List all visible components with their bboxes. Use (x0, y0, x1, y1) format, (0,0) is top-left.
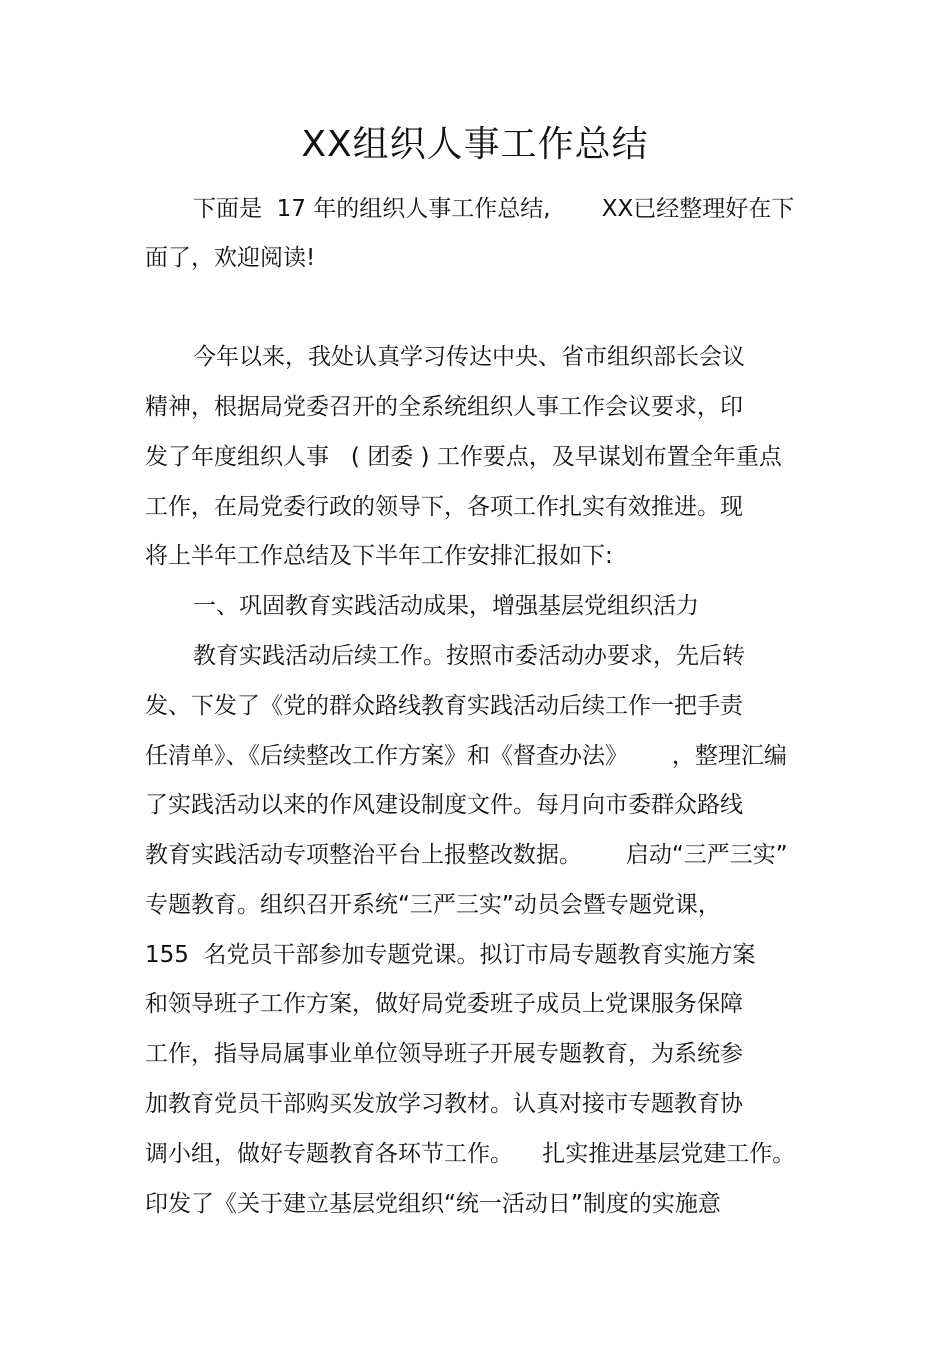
body-line: 调小组，做好专题教育各环节工作。 扎实推进基层党建工作。 (145, 1141, 796, 1167)
body-line: 和领导班子工作方案，做好局党委班子成员上党课服务保障 (145, 991, 743, 1017)
body-line: 了实践活动以来的作风建设制度文件。每月向市委群众路线 (145, 792, 743, 818)
body-line: 工作，在局党委行政的领导下，各项工作扎实有效推进。现 (145, 494, 743, 520)
page-title: XX组织人事工作总结 (301, 124, 649, 165)
body-line: 155 名党员干部参加专题党课。拟订市局专题教育实施方案 (145, 942, 756, 968)
body-line: 教育实践活动后续工作。按照市委活动办要求，先后转 (193, 643, 745, 669)
body-line: 教育实践活动专项整治平台上报整改数据。 启动“三严三实” (145, 842, 788, 868)
body-line: 专题教育。组织召开系统“三严三实”动员会暨专题党课， (145, 892, 721, 918)
body-line: 今年以来，我处认真学习传达中央、省市组织部长会议 (193, 344, 745, 370)
section-heading: 一、巩固教育实践活动成果，增强基层党组织活力 (193, 593, 699, 619)
body-line: 工作，指导局属事业单位领导班子开展专题教育，为系统参 (145, 1041, 743, 1067)
body-line: 任清单》、《后续整改工作方案》和《督查办法》 ，整理汇编 (145, 743, 787, 769)
body-line: 印发了《关于建立基层党组织“统一活动日”制度的实施意 (145, 1191, 721, 1217)
body-line: 加教育党员干部购买发放学习教材。认真对接市专题教育协 (145, 1091, 743, 1117)
body-line: 精神，根据局党委召开的全系统组织人事工作会议要求，印 (145, 394, 743, 420)
intro-line: 下面是 17 年的组织人事工作总结, XX已经整理好在下 (193, 196, 795, 222)
intro-line: 面了，欢迎阅读! (145, 245, 316, 271)
body-line: 发、下发了《党的群众路线教育实践活动后续工作一把手责 (145, 693, 743, 719)
body-line: 发了年度组织人事 ( 团委 ) 工作要点，及早谋划布置全年重点 (145, 444, 782, 470)
body-line: 将上半年工作总结及下半年工作安排汇报如下: (145, 543, 613, 569)
